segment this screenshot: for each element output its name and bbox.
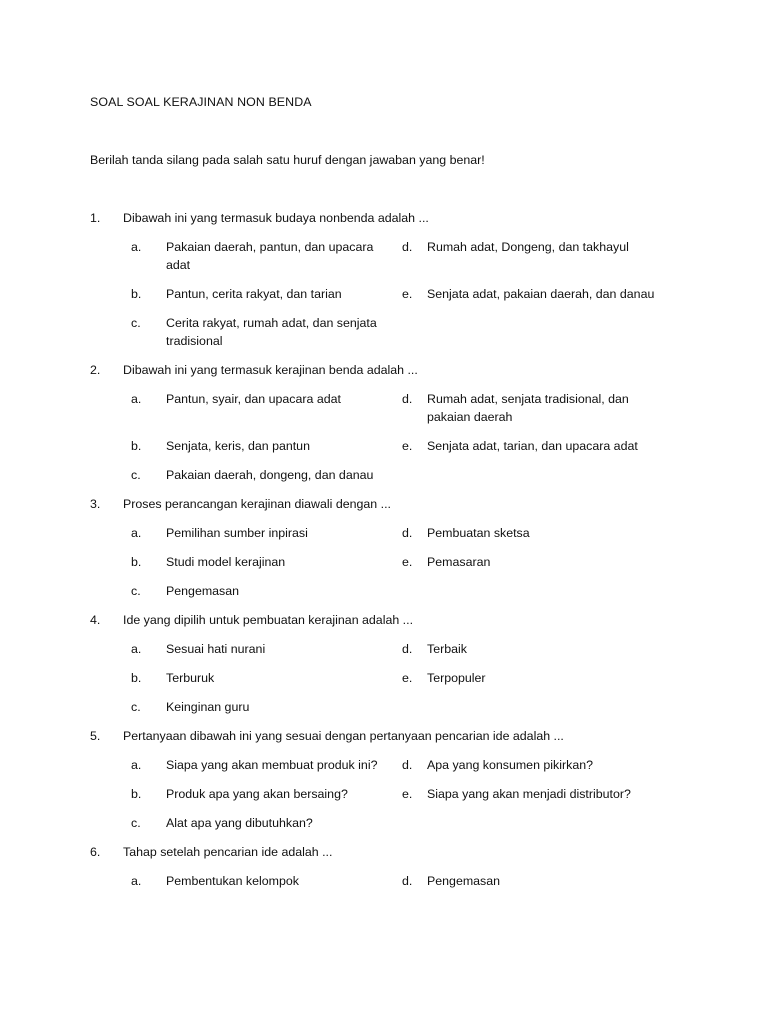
- option-text: Pantun, cerita rakyat, dan tarian: [166, 287, 342, 301]
- option-row: [0, 553, 768, 571]
- option-row: [0, 756, 768, 774]
- question-list: [0, 209, 768, 901]
- question-text: Dibawah ini yang termasuk kerajinan benda adalah ...: [123, 363, 418, 377]
- question-line: [0, 843, 768, 861]
- option-text: Studi model kerajinan: [166, 555, 286, 569]
- option-letter: c.: [131, 700, 141, 714]
- option-letter: a.: [131, 642, 142, 656]
- option-text: Alat apa yang dibutuhkan?: [166, 816, 313, 830]
- option-letter: e.: [402, 787, 413, 801]
- question-text: Pertanyaan dibawah ini yang sesuai dengan pertanyaan pencarian ide adalah ...: [123, 729, 564, 743]
- option-row: [0, 814, 768, 832]
- option-row: [0, 872, 768, 890]
- option-letter: b.: [131, 787, 142, 801]
- option-row: [0, 524, 768, 542]
- option-text: Siapa yang akan menjadi distributor?: [427, 787, 631, 801]
- option-letter: d.: [402, 758, 413, 772]
- question-number: 1.: [90, 211, 101, 225]
- question-line: [0, 361, 768, 379]
- question-number: 3.: [90, 497, 101, 511]
- option-text: Terbaik: [427, 642, 467, 656]
- option-row: [0, 466, 768, 484]
- option-letter: e.: [402, 287, 413, 301]
- option-text: Pengemasan: [166, 584, 240, 598]
- option-letter: d.: [402, 526, 413, 540]
- option-letter: d.: [402, 874, 413, 888]
- option-text: Terburuk: [166, 671, 215, 685]
- question-6: [0, 843, 768, 890]
- option-letter: d.: [402, 642, 413, 656]
- option-text: Pakaian daerah, pantun, dan upacara adat: [166, 240, 374, 272]
- option-row: [0, 314, 768, 350]
- option-letter: e.: [402, 555, 413, 569]
- option-letter: c.: [131, 816, 141, 830]
- option-text: Pemilihan sumber inpirasi: [166, 526, 308, 540]
- option-row: [0, 582, 768, 600]
- option-text: Apa yang konsumen pikirkan?: [427, 758, 593, 772]
- question-number: 5.: [90, 729, 101, 743]
- option-text: Siapa yang akan membuat produk ini?: [166, 758, 378, 772]
- option-text: Pantun, syair, dan upacara adat: [166, 392, 341, 406]
- option-letter: a.: [131, 240, 142, 254]
- question-2: [0, 361, 768, 484]
- option-text: Rumah adat, senjata tradisional, dan pakaian daerah: [427, 392, 629, 424]
- option-letter: b.: [131, 555, 142, 569]
- option-text: Sesuai hati nurani: [166, 642, 266, 656]
- instruction-text: Berilah tanda silang pada salah satu huruf dengan jawaban yang benar!: [90, 153, 485, 167]
- option-row: [0, 238, 768, 274]
- option-letter: a.: [131, 526, 142, 540]
- option-letter: a.: [131, 758, 142, 772]
- option-row: [0, 285, 768, 303]
- option-row: [0, 640, 768, 658]
- document-title: SOAL SOAL KERAJINAN NON BENDA: [90, 95, 312, 109]
- question-3: [0, 495, 768, 600]
- option-text: Terpopuler: [427, 671, 486, 685]
- question-line: [0, 727, 768, 745]
- question-1: [0, 209, 768, 350]
- option-row: [0, 437, 768, 455]
- option-row: [0, 669, 768, 687]
- option-row: [0, 785, 768, 803]
- option-text: Produk apa yang akan bersaing?: [166, 787, 348, 801]
- question-number: 4.: [90, 613, 101, 627]
- question-number: 2.: [90, 363, 101, 377]
- question-line: [0, 209, 768, 227]
- option-text: Pengemasan: [427, 874, 501, 888]
- option-letter: b.: [131, 287, 142, 301]
- option-letter: a.: [131, 874, 142, 888]
- option-text: Pembentukan kelompok: [166, 874, 299, 888]
- option-letter: e.: [402, 671, 413, 685]
- question-line: [0, 495, 768, 513]
- question-text: Dibawah ini yang termasuk budaya nonbenda adalah ...: [123, 211, 429, 225]
- option-text: Rumah adat, Dongeng, dan takhayul: [427, 240, 629, 254]
- question-text: Ide yang dipilih untuk pembuatan kerajinan adalah ...: [123, 613, 414, 627]
- question-text: Proses perancangan kerajinan diawali dengan ...: [123, 497, 391, 511]
- option-text: Senjata adat, tarian, dan upacara adat: [427, 439, 638, 453]
- option-letter: c.: [131, 468, 141, 482]
- option-letter: e.: [402, 439, 413, 453]
- option-letter: b.: [131, 439, 142, 453]
- option-letter: d.: [402, 240, 413, 254]
- question-5: [0, 727, 768, 832]
- question-text: Tahap setelah pencarian ide adalah ...: [123, 845, 333, 859]
- option-text: Pakaian daerah, dongeng, dan danau: [166, 468, 374, 482]
- option-letter: c.: [131, 584, 141, 598]
- option-letter: d.: [402, 392, 413, 406]
- option-letter: a.: [131, 392, 142, 406]
- option-row: [0, 698, 768, 716]
- question-line: [0, 611, 768, 629]
- option-text: Keinginan guru: [166, 700, 250, 714]
- question-number: 6.: [90, 845, 101, 859]
- option-text: Cerita rakyat, rumah adat, dan senjata tradisional: [166, 316, 377, 348]
- option-letter: b.: [131, 671, 142, 685]
- option-row: [0, 390, 768, 426]
- question-4: [0, 611, 768, 716]
- option-text: Senjata, keris, dan pantun: [166, 439, 310, 453]
- option-letter: c.: [131, 316, 141, 330]
- option-text: Pemasaran: [427, 555, 491, 569]
- option-text: Pembuatan sketsa: [427, 526, 530, 540]
- option-text: Senjata adat, pakaian daerah, dan danau: [427, 287, 655, 301]
